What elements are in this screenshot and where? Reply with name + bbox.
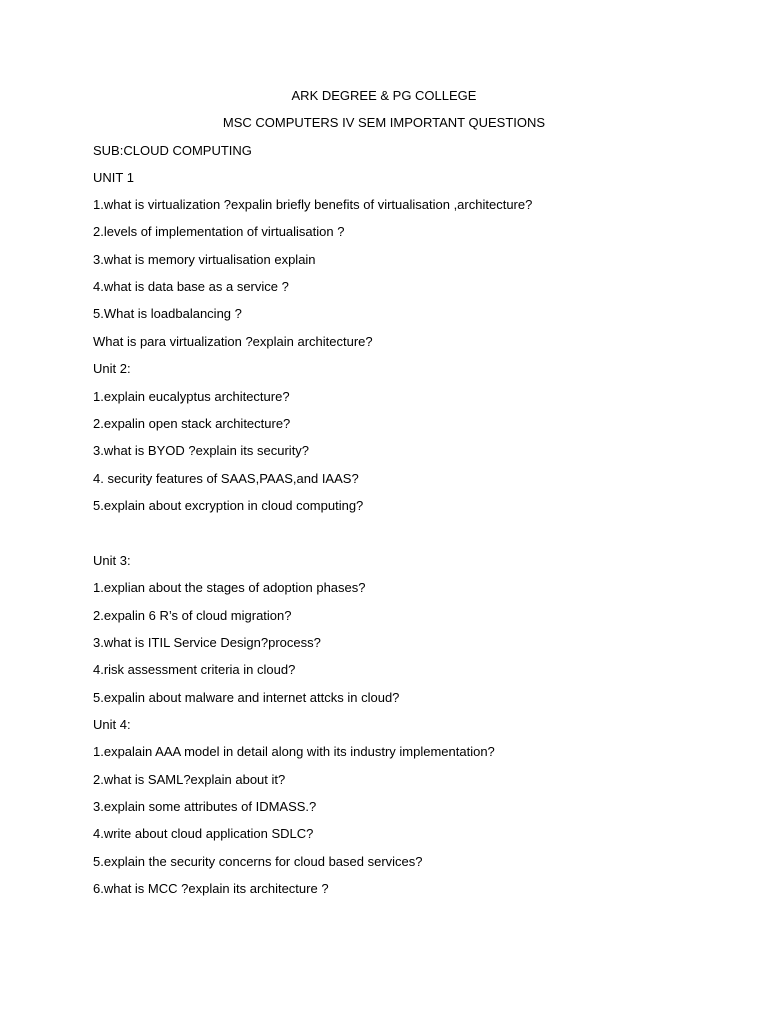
college-title: ARK DEGREE & PG COLLEGE (291, 88, 477, 103)
unit-2-question-1: 1.explain eucalyptus architecture? (93, 389, 290, 404)
unit-3-question-1: 1.explian about the stages of adoption phases? (93, 580, 366, 595)
unit-4-question-4: 4.write about cloud application SDLC? (93, 826, 314, 841)
unit-1-question-4: 4.what is data base as a service ? (93, 279, 289, 294)
unit-1-heading: UNIT 1 (93, 170, 134, 185)
subject-line: SUB:CLOUD COMPUTING (93, 143, 252, 158)
unit-2-question-4: 4. security features of SAAS,PAAS,and IAAS? (93, 471, 359, 486)
course-title: MSC COMPUTERS IV SEM IMPORTANT QUESTIONS (222, 115, 546, 130)
unit-2-heading: Unit 2: (93, 361, 131, 376)
unit-3-question-3: 3.what is ITIL Service Design?process? (93, 635, 321, 650)
unit-4-question-5: 5.explain the security concerns for cloud based services? (93, 854, 423, 869)
unit-4-question-1: 1.expalain AAA model in detail along with its industry implementation? (93, 744, 495, 759)
unit-3-question-5: 5.expalin about malware and internet attcks in cloud? (93, 690, 400, 705)
unit-1-question-3: 3.what is memory virtualisation explain (93, 252, 316, 267)
unit-3-heading: Unit 3: (93, 553, 131, 568)
unit-1-question-6: What is para virtualization ?explain architecture? (93, 334, 373, 349)
unit-1-question-1: 1.what is virtualization ?expalin briefly benefits of virtualisation ,architecture? (93, 197, 533, 212)
unit-1-question-2: 2.levels of implementation of virtualisation ? (93, 224, 345, 239)
unit-1-question-5: 5.What is loadbalancing ? (93, 306, 242, 321)
unit-2-question-3: 3.what is BYOD ?explain its security? (93, 443, 310, 458)
unit-2-question-2: 2.expalin open stack architecture? (93, 416, 291, 431)
unit-2-question-5: 5.explain about excryption in cloud computing? (93, 498, 364, 513)
unit-3-question-2: 2.expalin 6 R’s of cloud migration? (93, 608, 292, 623)
unit-4-heading: Unit 4: (93, 717, 131, 732)
unit-4-question-3: 3.explain some attributes of IDMASS.? (93, 799, 317, 814)
unit-4-question-6: 6.what is MCC ?explain its architecture ? (93, 881, 329, 896)
unit-3-question-4: 4.risk assessment criteria in cloud? (93, 662, 296, 677)
unit-4-question-2: 2.what is SAML?explain about it? (93, 772, 286, 787)
